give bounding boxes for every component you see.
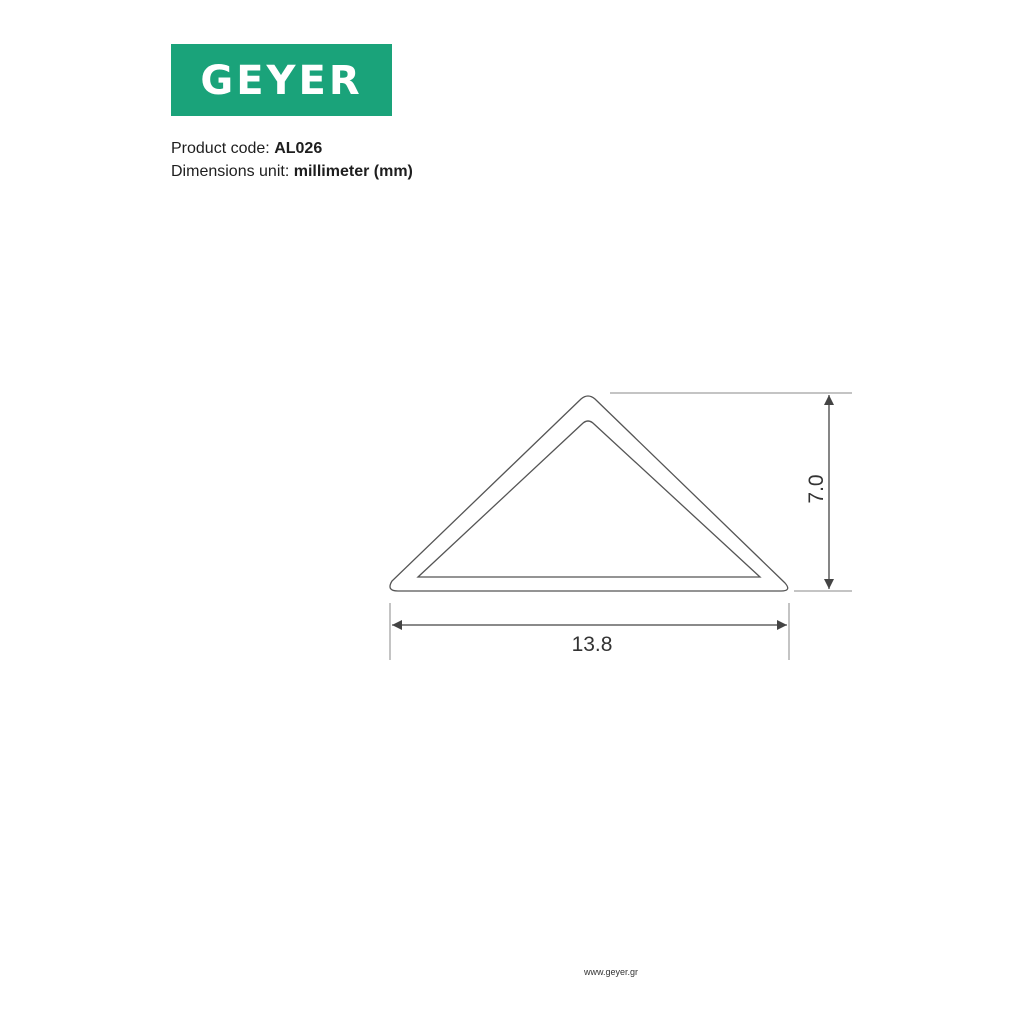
profile-inner-outline (418, 421, 760, 577)
width-dimension-label: 13.8 (571, 633, 613, 656)
product-code-value: AL026 (274, 140, 323, 157)
website-footer: www.geyer.gr (584, 967, 639, 977)
profile-outer-outline (390, 396, 788, 591)
dimensions-unit-value: millimeter (mm) (293, 163, 413, 180)
dimensions-unit-label: Dimensions unit: (171, 163, 290, 180)
logo-text: GEYER (200, 58, 363, 104)
product-code-label: Product code: (171, 140, 270, 157)
height-dimension-label: 7.0 (805, 474, 828, 504)
